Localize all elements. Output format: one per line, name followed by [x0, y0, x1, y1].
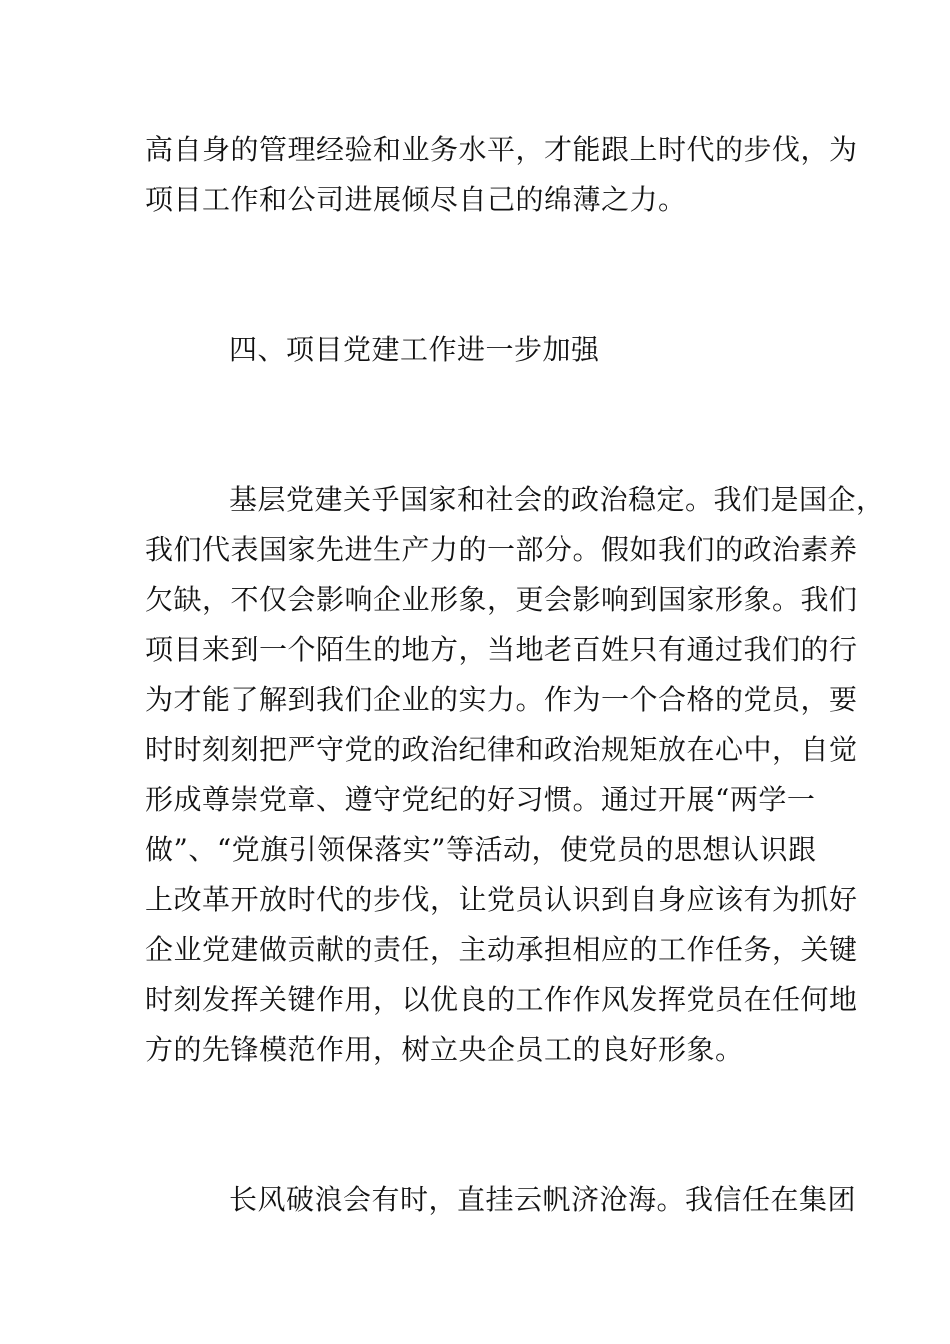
section-heading: 四、项目党建工作进一步加强: [229, 333, 600, 366]
main-line-10: 企业党建做贡献的责任，主动承担相应的工作任务，关键: [145, 933, 858, 966]
main-line-3: 欠缺，不仅会影响企业形象，更会影响到国家形象。我们: [145, 583, 858, 616]
closing-line-1: 长风破浪会有时，直挂云帆济沧海。我信任在集团: [229, 1183, 857, 1216]
main-line-12: 方的先锋模范作用，树立央企员工的良好形象。: [145, 1033, 744, 1066]
main-line-6: 时时刻刻把严守党的政治纪律和政治规矩放在心中，自觉: [145, 733, 858, 766]
main-line-5: 为才能了解到我们企业的实力。作为一个合格的党员，要: [145, 683, 858, 716]
main-line-2: 我们代表国家先进生产力的一部分。假如我们的政治素养: [145, 533, 858, 566]
intro-line-1: 高自身的管理经验和业务水平，才能跟上时代的步伐，为: [145, 133, 858, 166]
intro-line-2: 项目工作和公司进展倾尽自己的绵薄之力。: [145, 183, 687, 216]
main-line-8: 做”、“党旗引领保落实”等活动，使党员的思想认识跟: [145, 833, 817, 866]
main-line-9: 上改革开放时代的步伐，让党员认识到自身应该有为抓好: [145, 883, 858, 916]
main-line-4: 项目来到一个陌生的地方，当地老百姓只有通过我们的行: [145, 633, 858, 666]
main-line-7: 形成尊崇党章、遵守党纪的好习惯。通过开展“两学一: [145, 783, 816, 816]
main-line-11: 时刻发挥关键作用，以优良的工作作风发挥党员在任何地: [145, 983, 858, 1016]
main-line-1: 基层党建关乎国家和社会的政治稳定。我们是国企，: [229, 483, 885, 516]
